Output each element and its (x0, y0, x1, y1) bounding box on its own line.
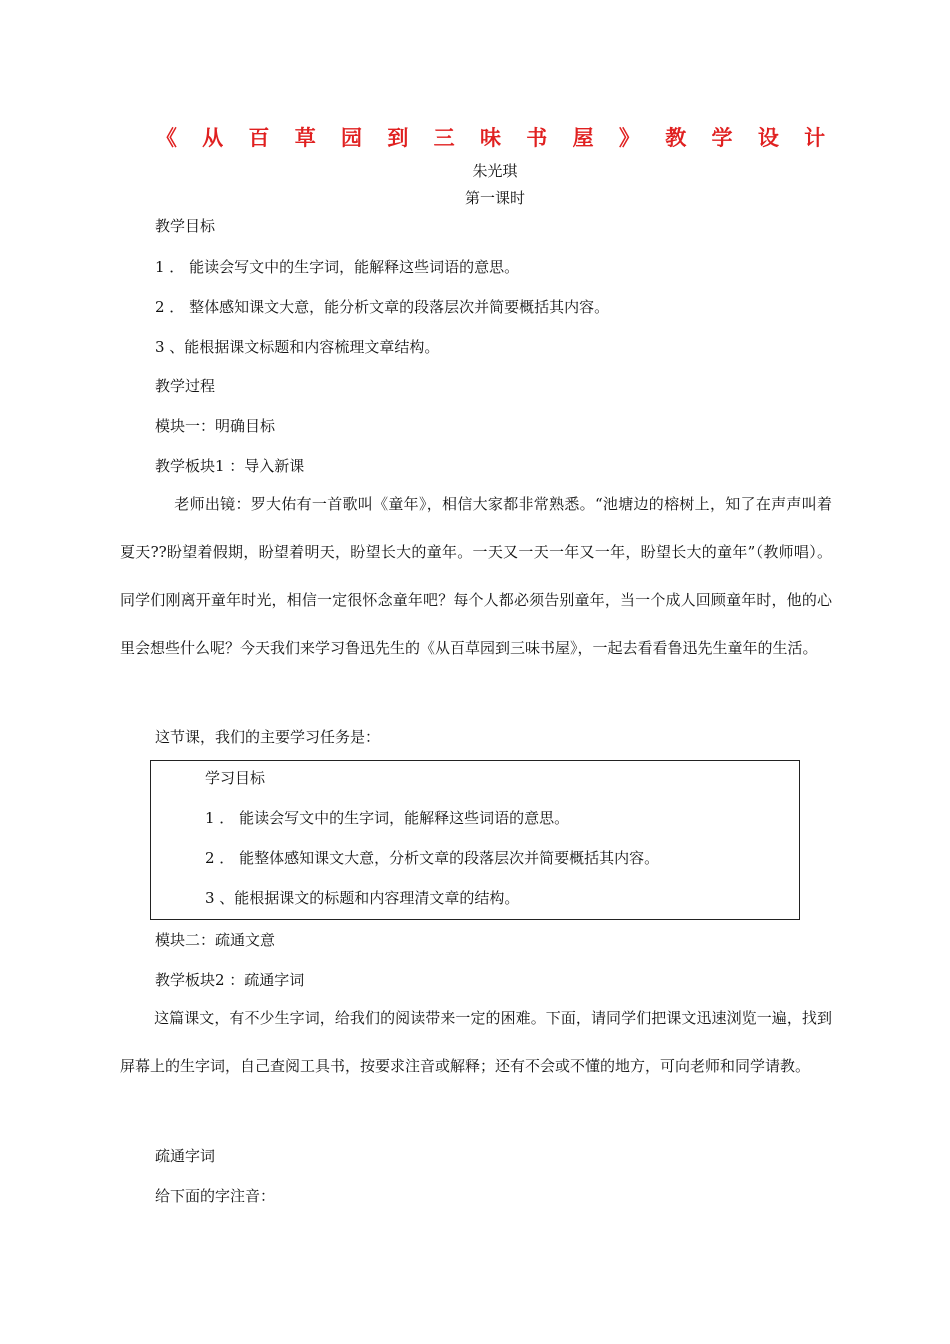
lesson-label: 第一课时 (464, 189, 525, 207)
learning-goals-box (150, 760, 800, 920)
goal-item-1: 1 ． 能读会写文中的生字词，能解释这些词语的意思。 (155, 258, 520, 276)
process-heading: 教学过程 (155, 377, 216, 395)
words-paragraph-text: 这篇课文，有不少生字词，给我们的阅读带来一定的困难。下面，请同学们把课文迅速浏览一遍，找到屏幕上的生字词，自己查阅工具书，按要求注音或解释；还有不会或不懂的地方，可向老师和同学请教。 (120, 1009, 832, 1075)
goal-item-2: 2 ． 整体感知课文大意，能分析文章的段落层次并简要概括其内容。 (155, 298, 610, 316)
board-2-heading: 教学板块2 ：疏通字词 (155, 971, 305, 989)
pinyin-prompt: 给下面的字注音： (155, 1187, 276, 1205)
box-heading: 学习目标 (205, 769, 266, 787)
goal-item-3: 3 、能根据课文标题和内容梳理文章结构。 (155, 338, 440, 356)
intro-paragraph-text: 老师出镜：罗大佑有一首歌叫《童年》，相信大家都非常熟悉。“池塘边的榕树上，知了在声声叫着夏天??盼望着假期，盼望着明天，盼望长大的童年。一天又一天一年又一年，盼望长大的童年”（教师唱）。同学们刚离开童年时光，相信一定很怀念童年吧？每个人都必须告别童年，当一个成人回顾童年时，他的心里会想些什么呢？今天我们来学习鲁迅先生的《从百草园到三味书屋》，一起去看看鲁迅先生童年的生活。 (120, 495, 832, 657)
words-paragraph (120, 994, 832, 1090)
goals-heading: 教学目标 (155, 217, 216, 235)
board-1-heading: 教学板块1 ：导入新课 (155, 457, 305, 475)
author-name: 朱光琪 (472, 162, 518, 180)
box-item-1: 1 ． 能读会写文中的生字词，能解释这些词语的意思。 (205, 809, 570, 827)
module-1-heading: 模块一：明确目标 (155, 417, 276, 435)
intro-paragraph (120, 480, 832, 672)
task-intro: 这节课，我们的主要学习任务是： (155, 728, 381, 746)
box-item-2: 2 ． 能整体感知课文大意，分析文章的段落层次并简要概括其内容。 (205, 849, 660, 867)
box-item-3: 3 、能根据课文的标题和内容理清文章的结构。 (205, 889, 520, 907)
document-title: 《 从 百 草 园 到 三 味 书 屋 》 教 学 设 计 (155, 126, 835, 150)
module-2-heading: 模块二：疏通文意 (155, 931, 276, 949)
words-heading: 疏通字词 (155, 1147, 216, 1165)
